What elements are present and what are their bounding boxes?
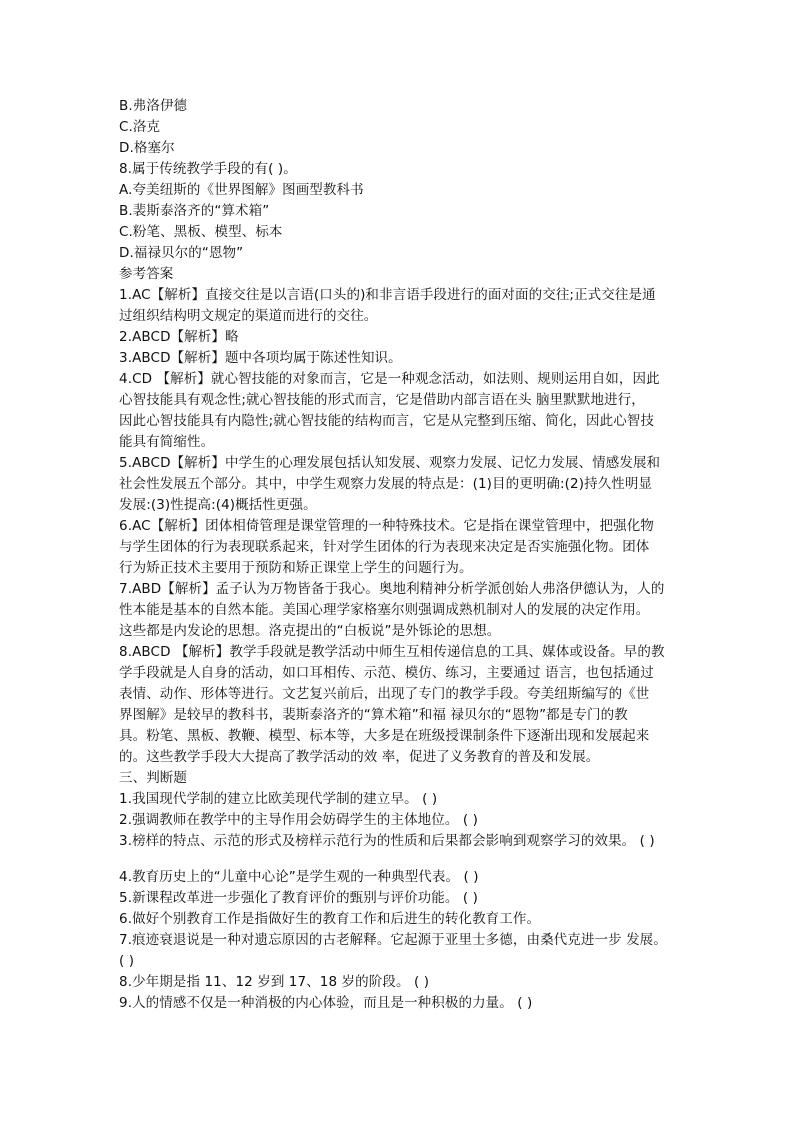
section-heading-judgment: 三、判断题	[119, 770, 187, 786]
question-8-option-d: D.福禄贝尔的“恩物”	[119, 245, 244, 261]
answer-7-line: 性本能是基本的自然本能。美国心理学家格塞尔则强调成熟机制对人的发展的决定作用。	[119, 602, 650, 618]
answer-2-line: 2.ABCD【解析】略	[119, 329, 239, 345]
answer-8-line: 8.ABCD 【解析】教学手段就是教学活动中师生互相传递信息的工具、媒体或设备。早的教	[119, 644, 665, 660]
answer-8-line: 界图解》是较早的教科书，裴斯泰洛齐的“算术箱”和福 禄贝尔的“恩物”都是专门的教	[119, 707, 628, 723]
answer-3-line: 3.ABCD【解析】题中各项均属于陈述性知识。	[119, 350, 402, 366]
judgment-6: 6.做好个别教育工作是指做好生的教育工作和后进生的转化教育工作。	[119, 911, 541, 927]
option-c-locke: C.洛克	[119, 119, 161, 135]
question-8-stem: 8.属于传统教学手段的有( )。	[119, 161, 297, 177]
question-8-option-a: A.夸美纽斯的《世界图解》图画型教科书	[119, 182, 364, 198]
answer-1-line: 1.AC【解析】直接交往是以言语(口头的)和非言语手段进行的面对面的交往;正式交往是通	[119, 287, 656, 303]
answer-6-line: 6.AC【解析】团体相倚管理是课堂管理的一种特殊技术。它是指在课堂管理中，把强化物	[119, 518, 654, 534]
option-d-gesell: D.格塞尔	[119, 140, 175, 156]
answer-4-line: 4.CD 【解析】就心智技能的对象而言，它是一种观念活动，如法则、规则运用自如，因此	[119, 371, 660, 387]
answer-4-line: 因此心智技能具有内隐性;就心智技能的结构而言，它是从完整到压缩、简化，因此心智技	[119, 413, 655, 429]
answer-5-line: 发展:(3)性提高:(4)概括性更强。	[119, 497, 317, 513]
judgment-8: 8.少年期是指 11、12 岁到 17、18 岁的阶段。 ( )	[119, 974, 430, 990]
answer-8-line: 的。这些教学手段大大提高了教学活动的效 率，促进了义务教育的普及和发展。	[119, 749, 600, 765]
judgment-7: 7.痕迹衰退说是一种对遗忘原因的古老解释。它起源于亚里士多德，由桑代克进一步 发展。	[119, 932, 667, 948]
answer-8-line: 学手段就是人自身的活动，如口耳相传、示范、模仿、练习，主要通过 语言，也包括通过	[119, 665, 654, 681]
answer-6-line: 与学生团体的行为表现联系起来，针对学生团体的行为表现来决定是否实施强化物。团体	[119, 539, 650, 555]
judgment-9: 9.人的情感不仅是一种消极的内心体验，而且是一种积极的力量。 ( )	[119, 995, 533, 1011]
judgment-4: 4.教育历史上的“儿童中心论”是学生观的一种典型代表。 ( )	[119, 869, 479, 885]
answer-7-line: 7.ABD【解析】孟子认为万物皆备于我心。奥地利精神分析学派创始人弗洛伊德认为，人的	[119, 581, 665, 597]
judgment-5: 5.新课程改革进一步强化了教育评价的甄别与评价功能。 ( )	[119, 890, 478, 906]
answer-6-line: 行为矫正技术主要用于预防和矫正课堂上学生的问题行为。	[119, 560, 473, 576]
answer-8-line: 表情、动作、形体等进行。文艺复兴前后，出现了专门的教学手段。夸美纽斯编写的《世	[119, 686, 650, 702]
judgment-3: 3.榜样的特点、示范的形式及榜样示范行为的性质和后果都会影响到观察学习的效果。 ( )	[119, 833, 655, 849]
judgment-2: 2.强调教师在教学中的主导作用会妨碍学生的主体地位。 ( )	[119, 812, 478, 828]
answers-heading: 参考答案	[119, 266, 174, 282]
question-8-option-c: C.粉笔、黑板、模型、标本	[119, 224, 283, 240]
answer-5-line: 社会性发展五个部分。其中，中学生观察力发展的特点是：(1)目的更明确:(2)持久性明显	[119, 476, 653, 492]
answer-5-line: 5.ABCD【解析】中学生的心理发展包括认知发展、观察力发展、记忆力发展、情感发展和	[119, 455, 661, 471]
answer-4-line: 能具有简缩性。	[119, 434, 215, 450]
judgment-7-continued: ( )	[119, 953, 135, 969]
question-8-option-b: B.裴斯泰洛齐的“算术箱”	[119, 203, 270, 219]
answer-4-line: 心智技能具有观念性;就心智技能的形式而言，它是借助内部言语在头 脑里默默地进行，	[119, 392, 645, 408]
blank-gap	[119, 852, 694, 867]
answer-8-line: 具。粉笔、黑板、教鞭、模型、标本等，大多是在班级授课制条件下逐渐出现和发展起来	[119, 728, 650, 744]
answer-1-line: 过组织结构明文规定的渠道而进行的交往。	[119, 308, 378, 324]
judgment-1: 1.我国现代学制的建立比欧美现代学制的建立早。 ( )	[119, 791, 438, 807]
option-b-freud: B.弗洛伊德	[119, 98, 188, 114]
answer-7-line: 这些都是内发论的思想。洛克提出的“白板说”是外铄论的思想。	[119, 623, 501, 639]
